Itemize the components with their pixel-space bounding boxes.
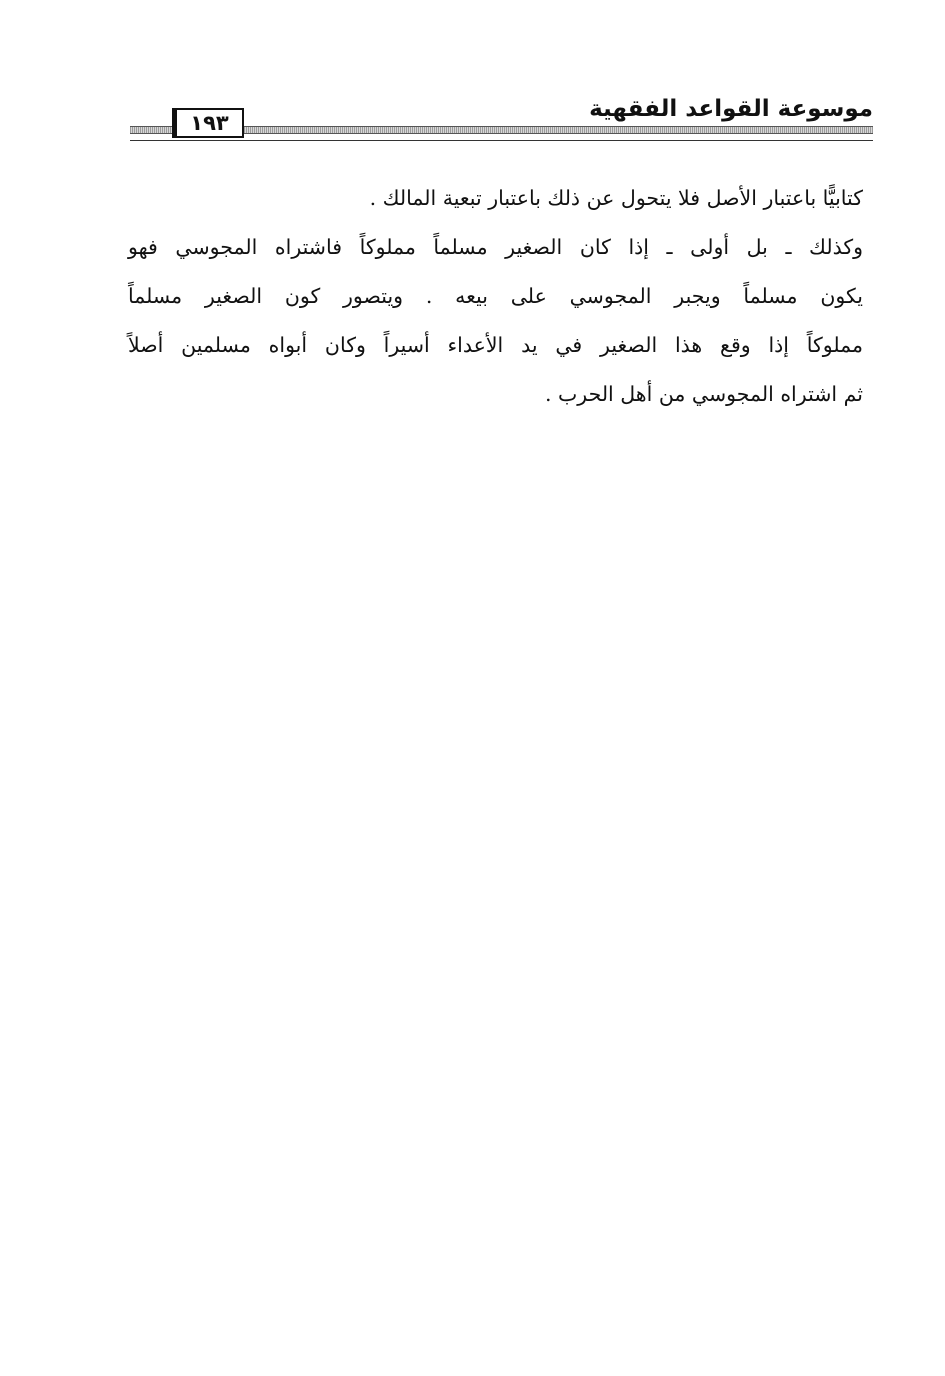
paragraph-2 [128, 223, 863, 419]
header-underline [130, 140, 873, 141]
running-header [130, 90, 873, 146]
text-line: مملوكاً إذا وقع هذا الصغير في يد الأعداء أسيراً وكان أبواه مسلمين أصلاً [128, 333, 863, 357]
paragraph-1 [128, 174, 863, 223]
page-number: ١٩٣ [172, 108, 244, 138]
text-line: يكون مسلماً ويجبر المجوسي على بيعه . ويتصور كون الصغير مسلماً [128, 284, 863, 308]
book-title: موسوعة القواعد الفقهية [589, 96, 873, 122]
text-line: كتابيًّا باعتبار الأصل فلا يتحول عن ذلك باعتبار تبعية المالك . [369, 186, 863, 210]
page-body [128, 174, 863, 419]
text-line: وكذلك ـ بل أولى ـ إذا كان الصغير مسلماً مملوكاً فاشتراه المجوسي فهو [128, 235, 863, 259]
text-line: ثم اشتراه المجوسي من أهل الحرب . [544, 382, 863, 406]
